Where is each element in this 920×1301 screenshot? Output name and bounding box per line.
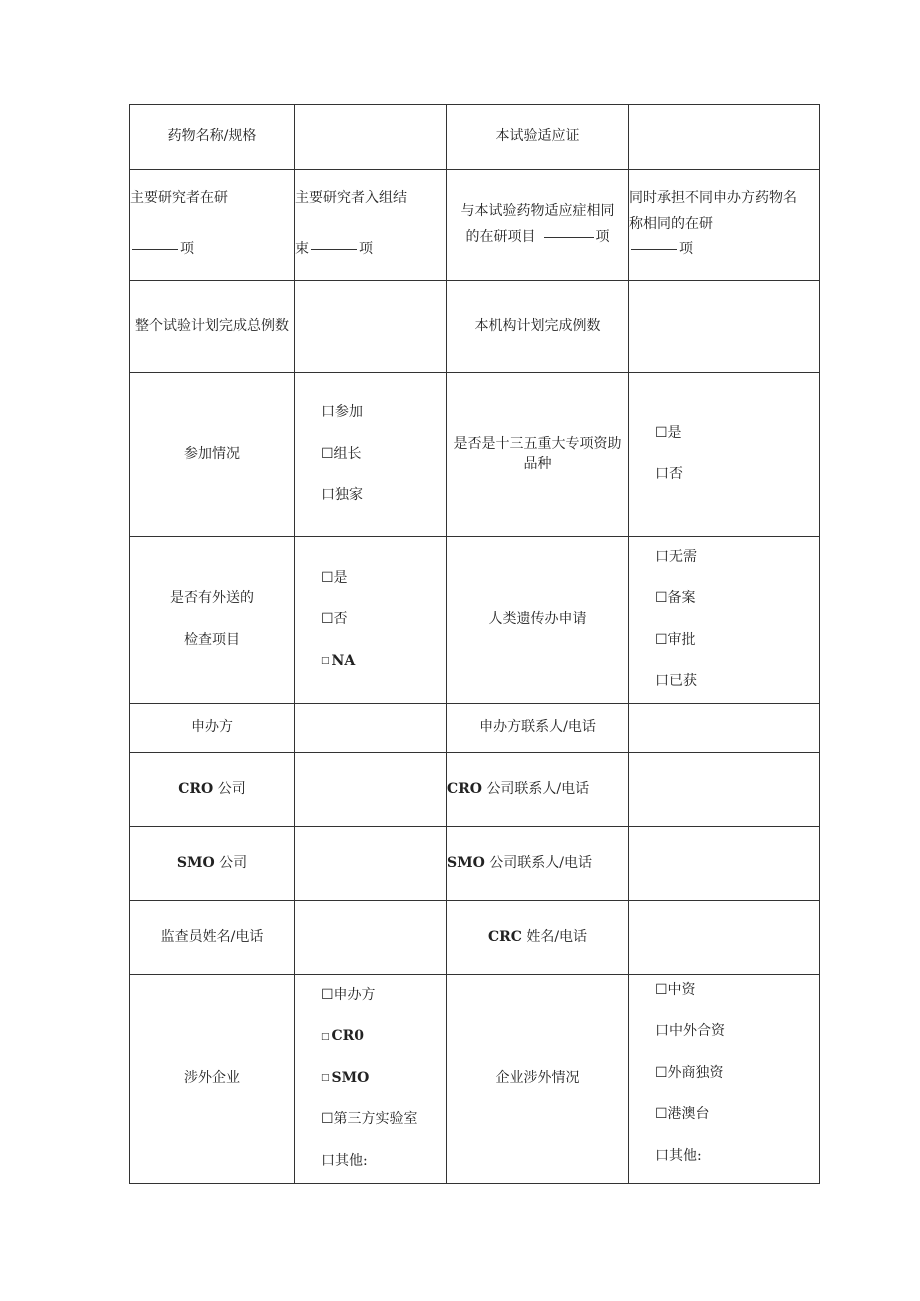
indication-value[interactable]	[629, 105, 820, 170]
total-cases-value[interactable]	[295, 281, 447, 373]
row-foreign	[130, 975, 820, 1184]
pi-enrolled-blank[interactable]	[311, 248, 357, 250]
option-status-other[interactable]: 口其他:	[655, 1147, 702, 1164]
option-foreign-lab[interactable]: ☐第三方实验室	[321, 1111, 418, 1128]
pi-in-research-label: 主要研究者在研	[130, 190, 228, 206]
diff-sponsor-label-2: 称相同的在研	[629, 215, 713, 232]
diff-sponsor-unit: 项	[679, 241, 693, 258]
sponsor-contact-label: 申办方联系人/电话	[447, 704, 629, 753]
monitor-label: 监查员姓名/电话	[130, 901, 295, 975]
diff-sponsor-cell	[629, 170, 820, 281]
checkbox-icon: □	[321, 1073, 330, 1084]
diff-sponsor-label: 同时承担不同申办方药物名	[629, 190, 797, 206]
option-foreign-other[interactable]: 口其他:	[321, 1152, 368, 1169]
checkbox-icon: □	[321, 656, 330, 667]
same-indication-unit: 项	[595, 229, 610, 245]
cro-value[interactable]	[295, 753, 447, 827]
participation-options	[295, 373, 447, 537]
option-group-leader[interactable]: ☐组长	[321, 445, 362, 462]
row-sponsor	[130, 704, 820, 753]
cro-contact-value[interactable]	[629, 753, 820, 827]
option-foreign-sponsor[interactable]: ☐申办方	[321, 986, 376, 1003]
foreign-label: 涉外企业	[130, 975, 295, 1184]
external-exam-label-2: 检查项目	[184, 632, 240, 648]
option-foreign-owned[interactable]: ☐外商独资	[655, 1064, 724, 1081]
smo-label: SMO 公司	[130, 827, 295, 901]
smo-value[interactable]	[295, 827, 447, 901]
option-joint-venture[interactable]: 口中外合资	[655, 1023, 725, 1040]
foreign-status-options	[629, 975, 820, 1184]
option-genetic-obtained[interactable]: 口已获	[655, 673, 697, 690]
option-foreign-smo[interactable]: □ SMO	[321, 1069, 370, 1086]
same-indication-cell	[447, 170, 629, 281]
genetic-label: 人类遗传办申请	[447, 537, 629, 704]
indication-label: 本试验适应证	[447, 105, 629, 170]
drug-trial-form	[129, 104, 820, 1184]
option-exclusive[interactable]: 口独家	[321, 487, 363, 504]
same-indication-blank[interactable]	[544, 236, 594, 238]
smo-contact-label: SMO 公司联系人/电话	[447, 827, 629, 901]
cro-label: CRO 公司	[130, 753, 295, 827]
sponsor-contact-value[interactable]	[629, 704, 820, 753]
pi-in-research-unit: 项	[180, 241, 194, 257]
monitor-value[interactable]	[295, 901, 447, 975]
same-indication-label-2: 的在研项目	[465, 229, 536, 245]
drug-name-value[interactable]	[295, 105, 447, 170]
drug-name-label: 药物名称/规格	[130, 105, 295, 170]
site-cases-label: 本机构计划完成例数	[447, 281, 629, 373]
total-cases-label: 整个试验计划完成总例数	[130, 281, 295, 373]
crc-value[interactable]	[629, 901, 820, 975]
site-cases-value[interactable]	[629, 281, 820, 373]
checkbox-icon: □	[321, 1031, 330, 1042]
genetic-options	[629, 537, 820, 704]
row-monitor	[130, 901, 820, 975]
option-major-yes[interactable]: ☐是	[655, 424, 682, 441]
pi-enrolled-label-end: 束	[295, 241, 309, 257]
row-drug-name	[130, 105, 820, 170]
row-research-counts	[130, 170, 820, 281]
row-cro	[130, 753, 820, 827]
pi-enrolled-label: 主要研究者入组结	[295, 190, 407, 206]
option-genetic-none[interactable]: 口无需	[655, 548, 697, 565]
row-participation	[130, 373, 820, 537]
pi-enrolled-unit: 项	[359, 241, 373, 257]
option-genetic-filing[interactable]: ☐备案	[655, 590, 696, 607]
pi-in-research-cell	[130, 170, 295, 281]
pi-in-research-blank[interactable]	[132, 248, 178, 250]
foreign-options	[295, 975, 447, 1184]
option-major-no[interactable]: 口否	[655, 466, 683, 483]
option-participate[interactable]: 口参加	[321, 404, 363, 421]
option-external-yes[interactable]: ☐是	[321, 569, 348, 586]
option-genetic-approval[interactable]: ☐审批	[655, 631, 696, 648]
same-indication-label: 与本试验药物适应症相同	[460, 203, 615, 220]
option-domestic[interactable]: ☐中资	[655, 981, 696, 998]
option-hk-macau-taiwan[interactable]: ☐港澳台	[655, 1106, 710, 1123]
diff-sponsor-blank[interactable]	[631, 248, 677, 250]
crc-label: CRC 姓名/电话	[447, 901, 629, 975]
row-external-exam	[130, 537, 820, 704]
option-external-na[interactable]: □ NA	[321, 652, 356, 669]
sponsor-value[interactable]	[295, 704, 447, 753]
pi-enrolled-cell	[295, 170, 447, 281]
external-exam-label: 是否有外送的	[170, 590, 254, 607]
foreign-status-label: 企业涉外情况	[447, 975, 629, 1184]
row-case-counts	[130, 281, 820, 373]
smo-contact-value[interactable]	[629, 827, 820, 901]
external-exam-options	[295, 537, 447, 704]
major-project-options	[629, 373, 820, 537]
major-project-label: 是否是十三五重大专项资助品种	[447, 373, 629, 537]
external-exam-cell	[130, 537, 295, 704]
cro-contact-label: CRO 公司联系人/电话	[447, 753, 629, 827]
sponsor-label: 申办方	[130, 704, 295, 753]
option-external-no[interactable]: ☐否	[321, 611, 348, 628]
row-smo	[130, 827, 820, 901]
option-foreign-cro[interactable]: □ CR0	[321, 1028, 365, 1045]
participation-label: 参加情况	[130, 373, 295, 537]
